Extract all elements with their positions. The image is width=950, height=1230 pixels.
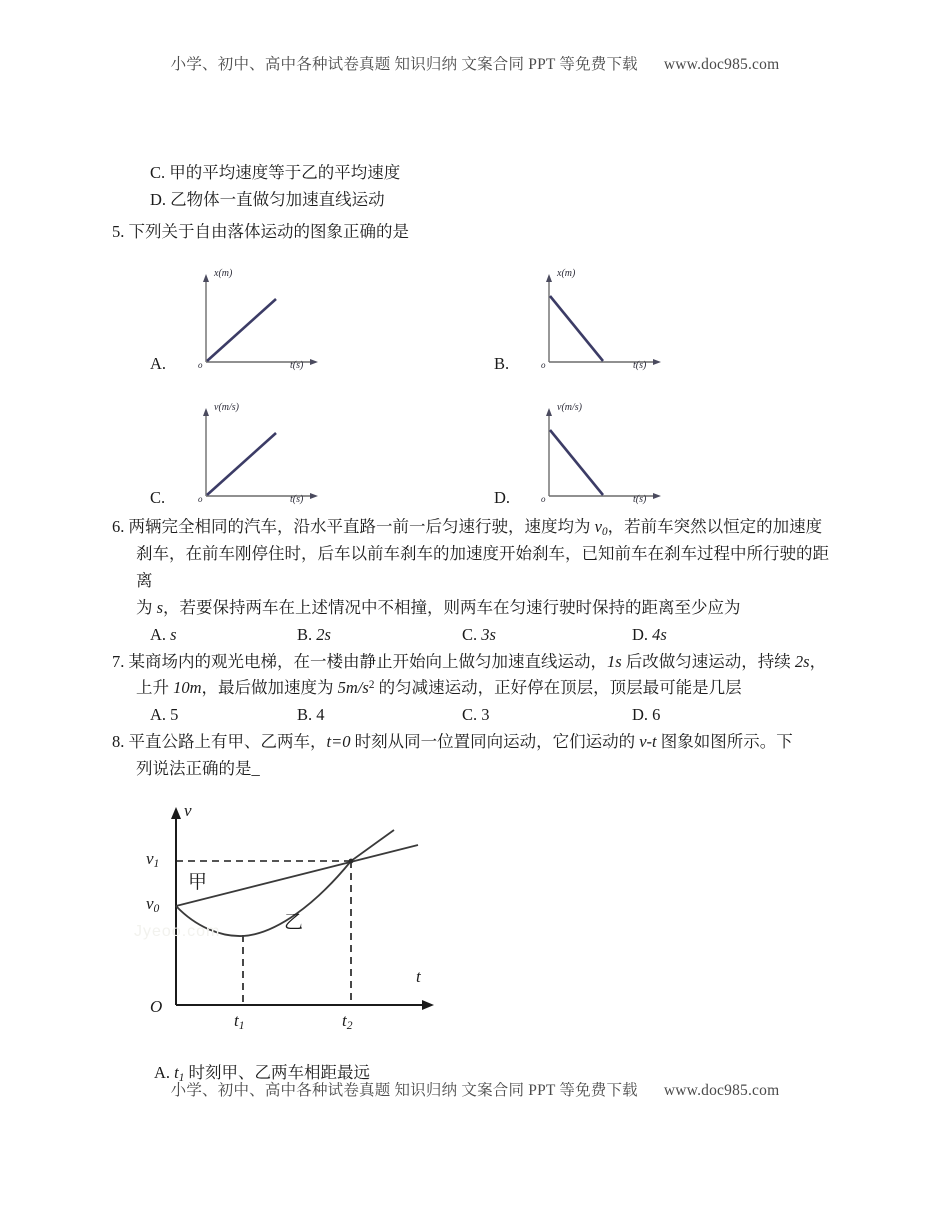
q8-graph-t1-label: [234, 1011, 245, 1032]
q7-option-a: [150, 702, 178, 729]
q8-option-a-t: t: [174, 1062, 179, 1082]
document-body: [112, 160, 842, 1084]
q5-graph-c-origin: o: [198, 494, 203, 505]
footer-watermark-url: www.doc985.com: [663, 1082, 780, 1099]
q5-graph-a-ylabel: x(m): [214, 268, 233, 280]
q7-stem-l2c: 的匀减速运动，正好停在顶层，顶层最可能是几层: [378, 678, 742, 698]
q8-stem-b: 时刻从同一位置同向运动，它们运动的: [354, 732, 636, 752]
q8-t0: t=0: [326, 732, 351, 752]
q7-time-1s: 1s: [607, 651, 622, 671]
q6-option-d-label: D.: [632, 624, 649, 644]
q5-graph-a: [184, 266, 354, 374]
q7-option-d: [632, 702, 660, 729]
q8-v0-base: v: [146, 893, 154, 913]
header-watermark-url: www.doc985.com: [663, 56, 780, 73]
q6-option-b-label: B.: [297, 624, 313, 644]
q8-stem-c: 图象如图所示。下: [660, 732, 793, 752]
q8-t2-base: t: [342, 1010, 347, 1030]
q8-v1-base: v: [146, 848, 154, 868]
q8-graph-v0-label: [146, 894, 159, 915]
q7-stem-line2: [112, 675, 842, 702]
q6-stem-line2: 刹车，在前车刚停住时，后车以前车刹车的加速度开始刹车，已知前车在刹车过程中所行驶的距离: [136, 544, 829, 591]
q7-option-b-label: B.: [297, 705, 313, 725]
q7-height: 10m: [173, 678, 202, 698]
q7-option-c-value: 3: [481, 705, 490, 725]
q5-label-b: B.: [494, 354, 510, 374]
q5-graph-c: [184, 400, 354, 508]
q8-v0-sub: 0: [153, 901, 160, 915]
q5-label-d: D.: [494, 488, 511, 508]
q6-stem-line3: [112, 595, 842, 622]
q6-option-c-label: C.: [462, 624, 478, 644]
header-watermark: [0, 52, 950, 74]
q4-option-d-label: D.: [150, 189, 167, 209]
q5-stem-text: 下列关于自由落体运动的图象正确的是: [128, 222, 409, 242]
q8-stem-a: 平直公路上有甲、乙两车，: [128, 732, 327, 752]
q4-option-d-text: 乙物体一直做匀加速直线运动: [170, 189, 385, 209]
footer-watermark-text: 小学、初中、高中各种试卷真题 知识归纳 文案合同 PPT 等免费下载: [170, 1082, 638, 1099]
q7-option-d-label: D.: [632, 705, 649, 725]
q7-options: [112, 702, 842, 729]
q6-option-b-value: 2s: [316, 624, 331, 644]
q7-option-a-label: A.: [150, 705, 167, 725]
q8-stem-line2: 列说法正确的是_: [136, 758, 260, 778]
q8-v1-sub: 1: [153, 856, 160, 870]
q7-option-b-value: 4: [316, 705, 325, 725]
q8-option-a-text: 时刻甲、乙两车相距最远: [188, 1062, 370, 1082]
q6-option-a-value: s: [170, 624, 177, 644]
q7-stem-l2b: ，最后做加速度为: [201, 678, 334, 698]
q5-graph-c-svg: [184, 400, 354, 508]
q4-option-c: [112, 160, 842, 187]
q7-time-2s: 2s: [794, 651, 810, 671]
q5-graph-b-xlabel: t(s): [633, 360, 647, 372]
q6-stem-a: 两辆完全相同的汽车，沿水平直路一前一后匀速行驶，速度均为: [128, 517, 591, 537]
footer-watermark: [0, 1078, 950, 1100]
q5-graph-d-svg: [527, 400, 697, 508]
q6-option-a-label: A.: [150, 624, 167, 644]
q7-option-b: [297, 702, 325, 729]
q8-option-a-label: A.: [154, 1062, 171, 1082]
q7-option-c-label: C.: [462, 705, 478, 725]
q8-graph-yaxis-label: v: [184, 800, 192, 820]
q5-graph-c-ylabel: v(m/s): [214, 402, 239, 414]
q8-t2-sub: 2: [346, 1018, 353, 1032]
q6-v0-base: v: [594, 517, 602, 537]
q7-stem-b: 后改做匀速运动，持续: [625, 651, 791, 671]
q5-label-c: C.: [150, 488, 166, 508]
q5-graph-b-ylabel: x(m): [557, 268, 576, 280]
q5-graph-b-svg: [527, 266, 697, 374]
q8-graph-origin-label: O: [150, 996, 163, 1016]
q8-graph-xaxis-label: t: [416, 966, 421, 986]
q4-option-c-label: C.: [150, 163, 166, 182]
q6-option-c: [462, 622, 496, 649]
q8-t1-base: t: [234, 1010, 239, 1030]
q7-number: 7.: [112, 651, 125, 671]
q8-graph-v1-label: [146, 849, 159, 870]
header-watermark-text: 小学、初中、高中各种试卷真题 知识归纳 文案合同 PPT 等免费下载: [170, 56, 638, 73]
q8-curve-label-jia: 甲: [188, 871, 208, 893]
q7-option-a-value: 5: [170, 705, 179, 725]
q6-number: 6.: [112, 517, 125, 537]
q7-option-c: [462, 702, 490, 729]
q7-accel: 5m/s: [337, 678, 369, 698]
q5-graph-a-xlabel: t(s): [290, 360, 304, 372]
q8-stem-line1: [112, 729, 842, 756]
q8-number: 8.: [112, 732, 125, 752]
q5-graph-b: [527, 266, 697, 374]
q8-curve-label-yi: 乙: [284, 911, 304, 933]
q8-t1-sub: 1: [238, 1018, 245, 1032]
q4-option-d: [112, 187, 842, 214]
q7-stem-l2a: 上升: [136, 678, 169, 698]
q5-graph-d-xlabel: t(s): [633, 494, 647, 506]
q7-stem-line1: [112, 649, 842, 676]
q8-graph: [126, 799, 466, 1045]
q8-graph-t2-label: [342, 1011, 353, 1032]
q5-graph-a-origin: o: [198, 360, 203, 371]
q8-vt-symbol: v-t: [639, 732, 657, 752]
q6-option-b: [297, 622, 331, 649]
q7-accel-exp: 2: [368, 679, 375, 692]
q6-stem-line1: [112, 514, 842, 541]
q5-graph-d-origin: o: [541, 494, 546, 505]
q7-option-d-value: 6: [652, 705, 661, 725]
q5-graph-a-svg: [184, 266, 354, 374]
q5-graph-d-ylabel: v(m/s): [557, 402, 582, 414]
q5-label-a: A.: [150, 354, 167, 374]
q6-s-symbol: s: [156, 597, 164, 617]
q6-v0-sub: 0: [601, 526, 608, 539]
q6-option-d-value: 4s: [652, 624, 667, 644]
q6-option-c-value: 3s: [481, 624, 496, 644]
q6-stem-l3a: 为: [136, 597, 153, 617]
q5-graph-d: [527, 400, 697, 508]
q5-stem: [112, 219, 842, 246]
graph-ghost-watermark: Jyeoo.com: [134, 922, 221, 940]
q6-option-a: [150, 622, 177, 649]
q6-stem-l3b: ，若要保持两车在上述情况中不相撞，则两车在匀速行驶时保持的距离至少应为: [163, 597, 741, 617]
q6-stem-b: ，若前车突然以恒定的加速度: [607, 517, 823, 537]
q4-option-c-text: 甲的平均速度等于乙的平均速度: [169, 163, 401, 182]
q5-graph-group: [112, 252, 842, 514]
q5-graph-c-xlabel: t(s): [290, 494, 304, 506]
q7-stem-c: ，: [809, 651, 827, 671]
q5-graph-b-origin: o: [541, 360, 546, 371]
q6-options: [112, 622, 842, 649]
q8-option-a-tsub: 1: [178, 1071, 185, 1084]
q5-number: 5.: [112, 222, 125, 242]
q6-option-d: [632, 622, 667, 649]
q7-stem-a: 某商场内的观光电梯，在一楼由静止开始向上做匀加速直线运动，: [128, 651, 607, 671]
